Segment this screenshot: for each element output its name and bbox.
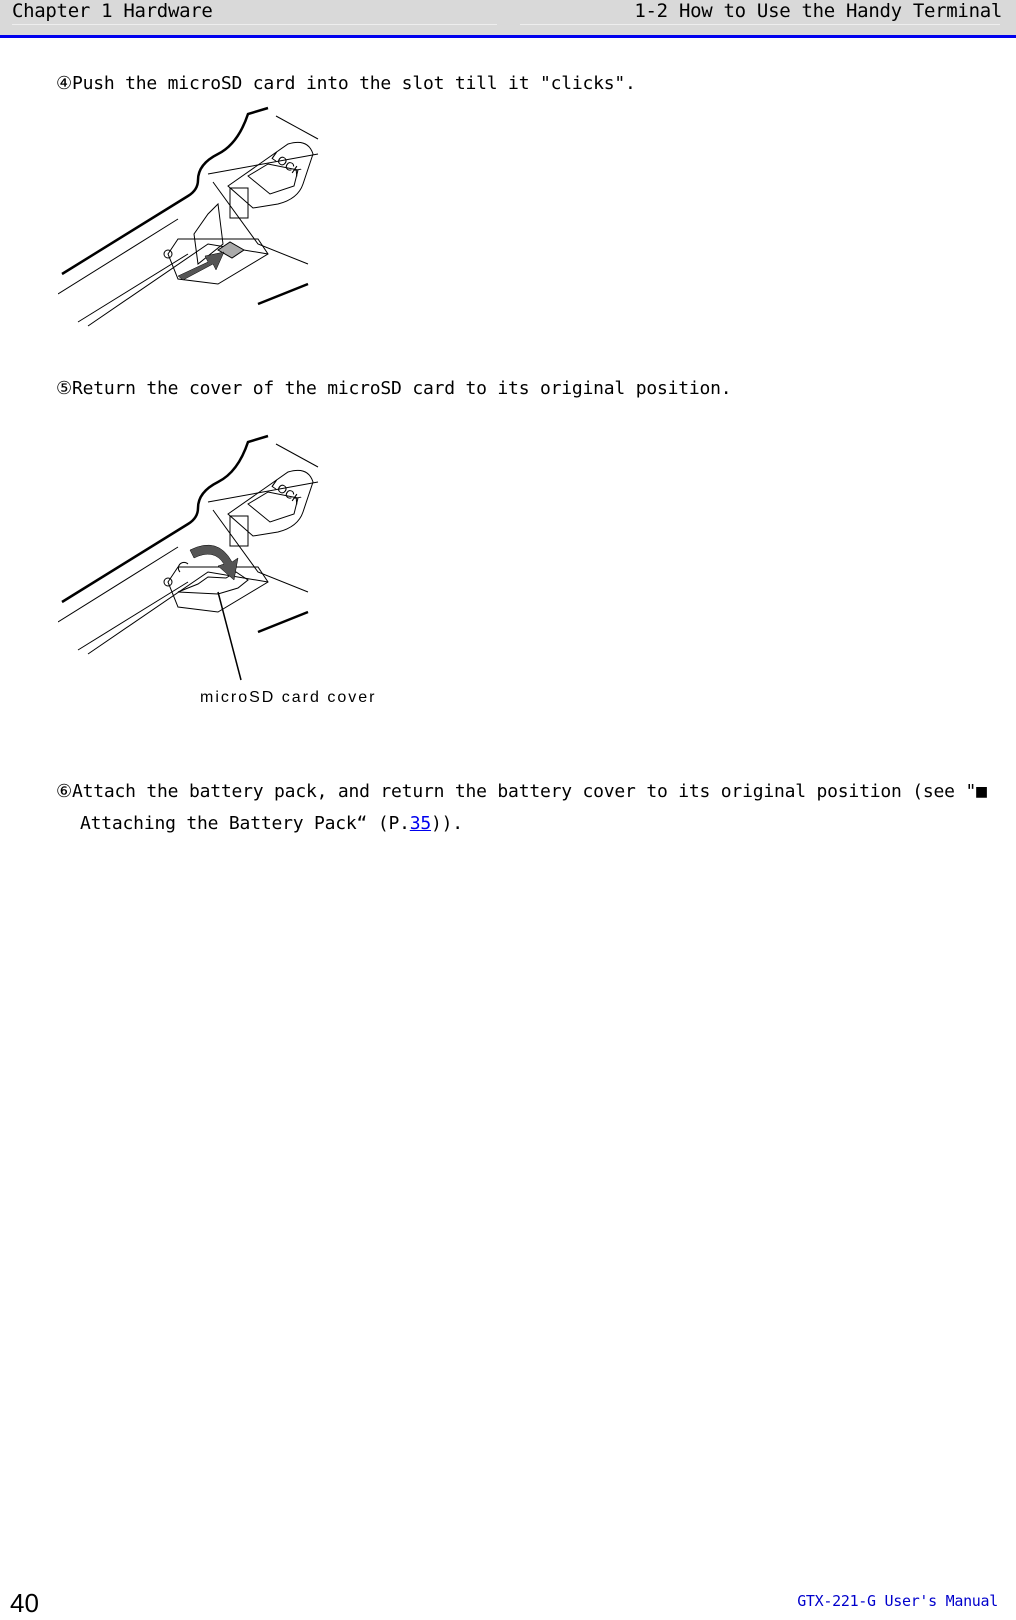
microsd-cover-close-illustration <box>58 432 320 690</box>
step-6 <box>56 776 987 808</box>
step-number: ⑥ <box>56 781 72 802</box>
lock-label: LOCK <box>268 476 304 508</box>
page-header <box>0 0 1016 35</box>
step-text: Attach the battery pack, and return the battery cover to its original position (see "■ <box>71 781 987 802</box>
step-text-suffix: )). <box>431 813 463 834</box>
chapter-title: Chapter 1 Hardware <box>12 0 213 22</box>
header-divider-right <box>520 24 1000 25</box>
step-number: ④ <box>56 73 72 94</box>
manual-title: GTX-221-G User's Manual <box>797 1592 998 1610</box>
step-text: Return the cover of the microSD card to its original position. <box>71 378 732 399</box>
step-6-continuation <box>80 808 463 840</box>
page-number: 40 <box>10 1588 39 1618</box>
section-title: 1-2 How to Use the Handy Terminal <box>634 0 1002 22</box>
header-rule <box>0 35 1016 38</box>
step-text: Push the microSD card into the slot till it "clicks". <box>71 73 636 94</box>
figure-callout-microsd-cover: microSD card cover <box>200 689 377 706</box>
step-number: ⑤ <box>56 378 72 399</box>
step-5 <box>56 373 731 405</box>
lock-label: LOCK <box>268 148 304 180</box>
step-4 <box>56 68 636 100</box>
microsd-insert-illustration <box>58 104 320 328</box>
header-divider-left <box>12 24 497 25</box>
step-text-prefix: Attaching the Battery Pack“ (P. <box>80 813 410 834</box>
page-link-35[interactable]: 35 <box>409 813 432 834</box>
